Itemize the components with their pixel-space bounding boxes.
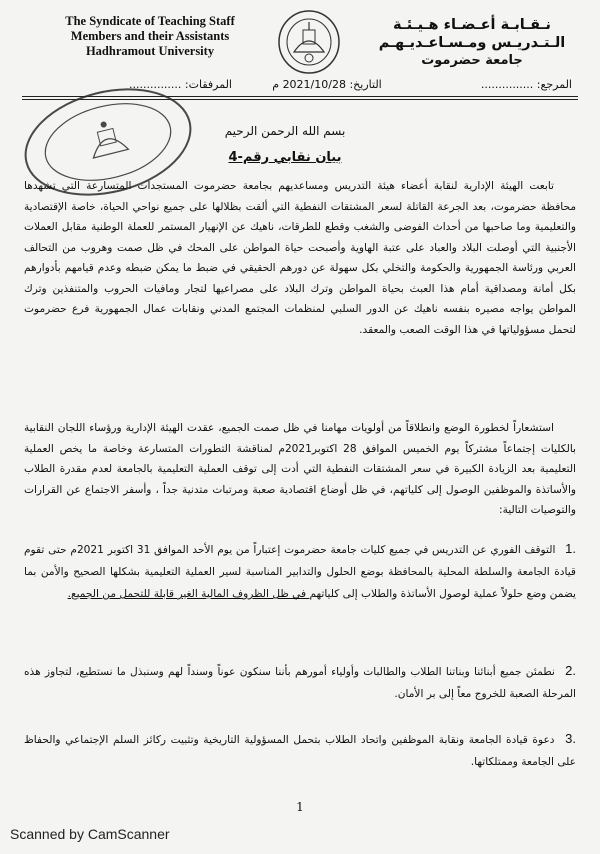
- paragraph: تابعت الهيئة الإدارية لنقابة أعضاء هيئة التدريس ومساعديهم بجامعة حضرموت المستجدات المتسارعة التي تشهدها محافظة حضرموت، بعد الجرعة القاتلة لسعر المشتقات النفطية التي ألقت بظلالها على جميع نواحي الحياة، خاصة الإقتصادية والتعليمية وما صاحبها من أحداث الفوضى والشغب وقطع للطرقات، ناهيك عن الإنهيار المستمر للعملة الوطنية مقابل العملات الأجنبية التي أوصلت البلاد والعباد على عتبة الهاوية وأصبحت حياة المواطن على المحك في ظل صمت وهروب من التحالف العربي ورئاسة الجمهورية والحكومة والتخلي بكل سهولة عن دورهم الحقيقي في ضبط ما يمكن ضبطه وعدم قيامهم بأدوارهم بكل أمانة ومصداقية أمام هذا العبث بحياة المواطن وترك البلاد على مصراعيها لتجار ومافيات الحروب والمتنفذين وترك المواطن يواجه مصيره بنفسه ناهيك عن الدور السلبي لمنظمات المجتمع المدني ونقابات عمال الجمهورية فرع حضرموت لتحمل مسؤولياتها في هذا الوقت الصعب والمعقد.: [24, 180, 576, 336]
- item-text-underlined: في ظل الظروف المالية الغير قابلة للتحمل من الجميع.: [67, 588, 310, 600]
- reference-field: المرجع: ...............: [480, 78, 572, 91]
- header-arabic-line: نـقـابـة أعـضـاء هـيـئـة: [392, 17, 551, 33]
- statement-title: بيان نقابي رقم-4: [228, 150, 342, 165]
- item-text: التوقف الفوري عن التدريس في جميع كليات جامعة حضرموت إعتباراً من يوم الأحد الموافق 31 اكتوبر 2021م حتى تقوم قيادة الجامعة والسلطة المحلية بالمحافظة بوضع الحلول والتدابير المناسبة لسير العملية التعليمية بشكلها الصحيح والأمن بما يضمن وضع حلولاً عملية لوصول الأساتذة والطلاب إلى كلياتهم: [24, 544, 576, 600]
- scanner-footer: Scanned by CamScanner: [10, 826, 170, 842]
- header-arabic-line: الـتـدريـس ومـسـاعـديـهـم: [378, 35, 566, 51]
- attachments-field: المرفقات: ...............: [128, 78, 232, 91]
- header-arabic-line: جامعة حضرموت: [421, 53, 523, 68]
- resolution-item: [24, 660, 576, 705]
- header-arabic: [372, 16, 572, 70]
- basmala: بسم الله الرحمن الرحيم: [224, 124, 346, 138]
- university-seal-logo: [276, 8, 342, 76]
- resolution-item: [24, 538, 576, 605]
- header-english-line: Hadhramout University: [85, 44, 215, 58]
- page-number: 1: [296, 800, 304, 814]
- header-english-line: Members and their Assistants: [70, 29, 230, 43]
- item-text: دعوة قيادة الجامعة ونقابة الموظفين واتحاد الطلاب بتحمل المسؤولية التاريخية وتثبيت ركائز السلم الإجتماعي والحفاظ على الجامعة وممتلكاتها.: [24, 734, 576, 768]
- item-number: .3: [565, 731, 576, 746]
- item-number: .2: [565, 663, 576, 678]
- item-text: نطمئن جميع أبنائنا وبناتنا الطلاب والطالبات وأولياء أمورهم بأننا سنكون عوناً وسنداً لهم وسنبذل ما نستطيع، لتجاوز هذه المرحلة الصعبة للخروج معاً إلى بر الأمان.: [24, 666, 576, 700]
- paragraph: استشعاراً لخطورة الوضع وانطلاقاً من أولويات مهامنا في ظل صمت الجميع، عقدت الهيئة الإدارية ورؤساء اللجان النقابية بالكليات إجتماعاً مشتركاً يوم الخميس الموافق 28 اكتوبر2021م لمناقشة التطورات المتسارعة وخاصة ما يخص العملية التعليمية بعد الزيادة الكبيرة في سعر المشتقات النفطية التي أدت إلى توقف العملية التعليمية بالجامعة لعدم مقدرة الطلاب والأساتذة والموظفين الوصول إلى كلياتهم، في ظل أوضاع اقتصادية صعبة ومرتبات متدنية جداً ، وأسفر الاجتماع عن القرارات والتوصيات التالية:: [24, 422, 576, 516]
- date-field: التاريخ: 2021/10/28 م: [272, 78, 382, 91]
- resolution-item: [24, 728, 576, 773]
- header-english-line: The Syndicate of Teaching Staff: [65, 14, 235, 28]
- header-english: [30, 14, 270, 59]
- item-number: .1: [565, 541, 576, 556]
